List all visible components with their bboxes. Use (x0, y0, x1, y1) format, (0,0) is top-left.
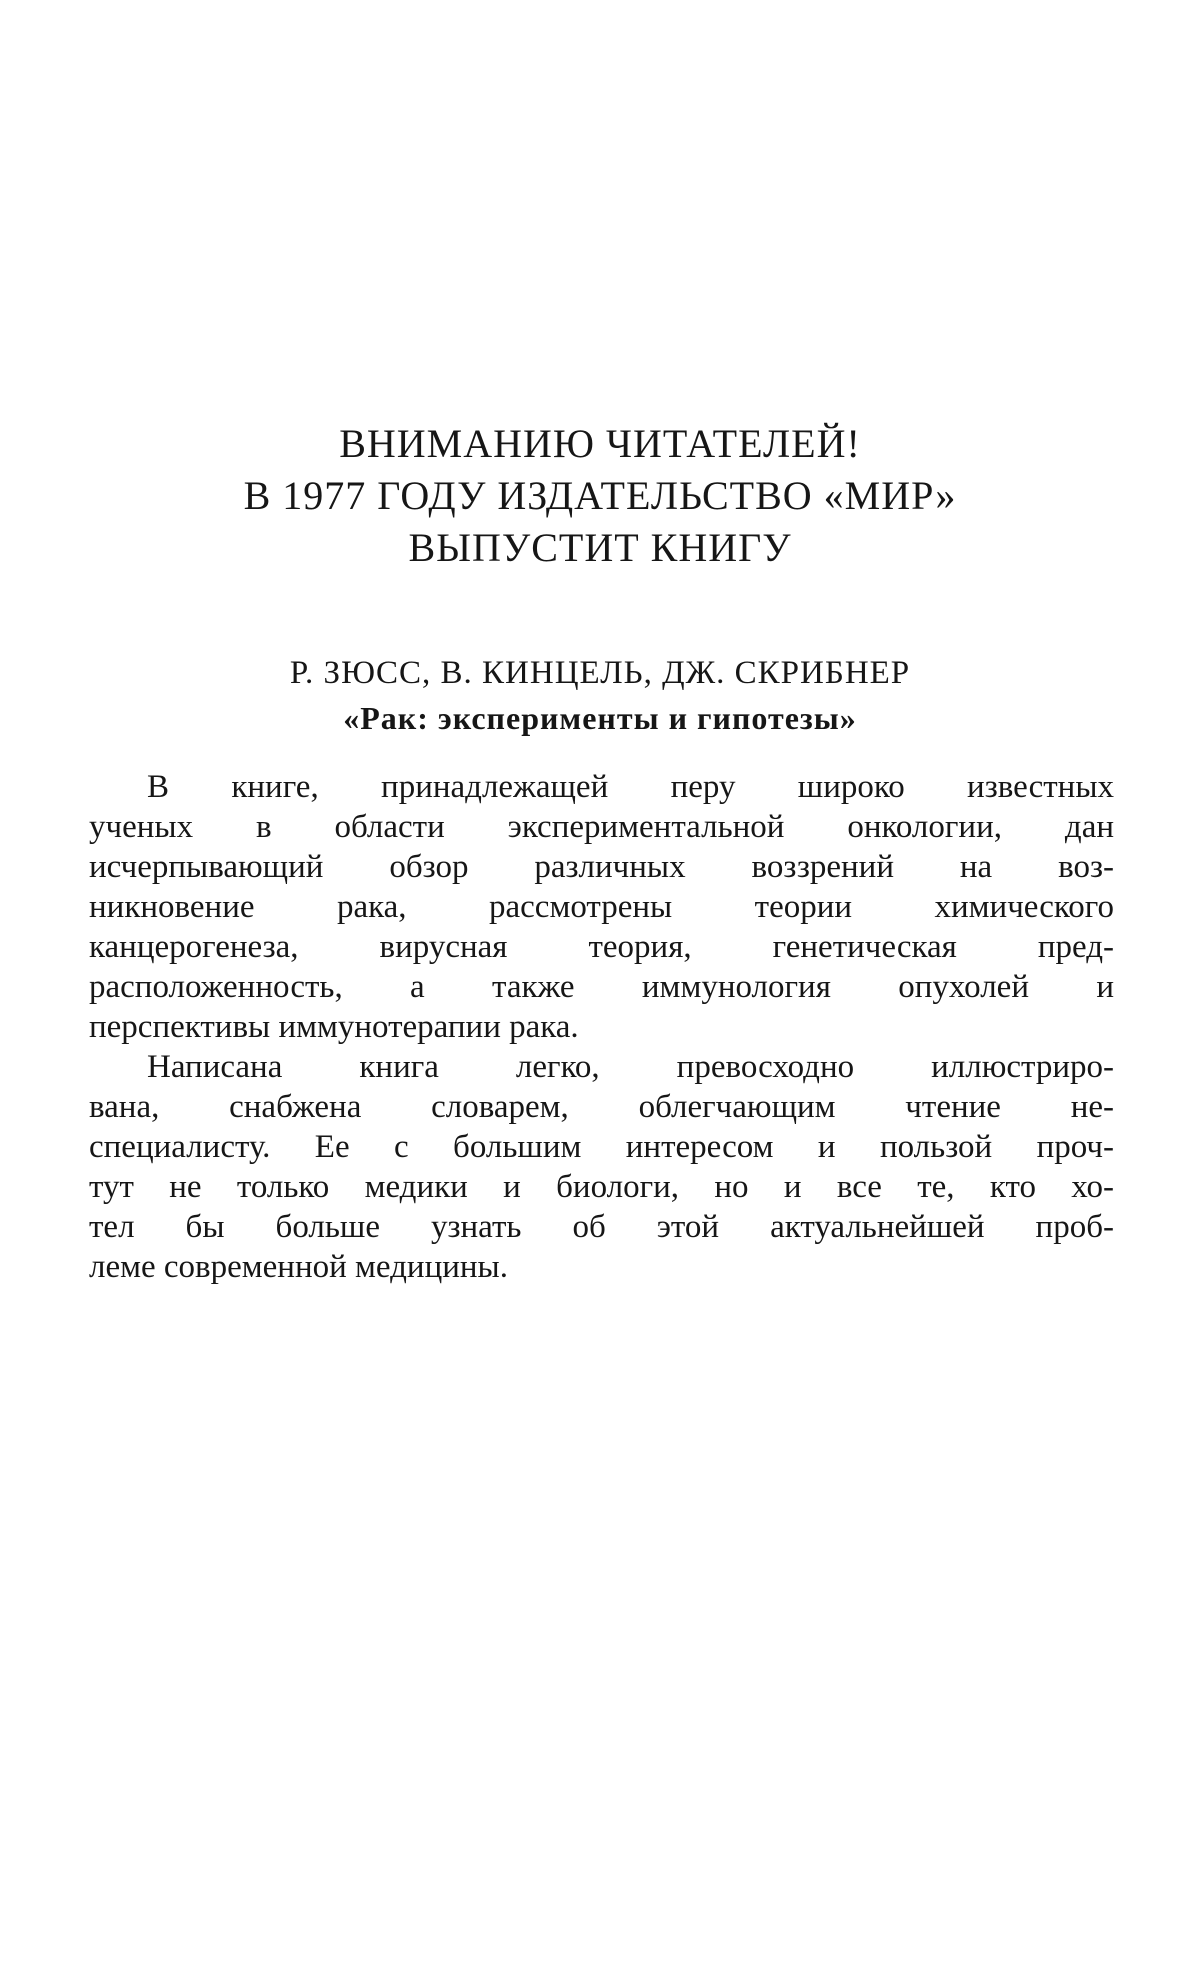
paragraph-1-line: никновение рака, рассмотрены теории химического (89, 889, 1114, 925)
paragraph-2-line: вана, снабжена словарем, облегчающим чтение не- (89, 1089, 1114, 1125)
announcement-heading (0, 418, 1200, 574)
paragraph-1-line: В книге, принадлежащей перу широко известных (147, 769, 1114, 805)
paragraph-1-line: расположенность, а также иммунология опухолей и (89, 969, 1114, 1005)
book-description (89, 767, 1114, 1287)
paragraph-1-line: канцерогенеза, вирусная теория, генетическая пред- (89, 929, 1114, 965)
heading-line: В 1977 ГОДУ ИЗДАТЕЛЬСТВО «МИР» (243, 473, 957, 518)
book-authors: Р. ЗЮСС, В. КИНЦЕЛЬ, ДЖ. СКРИБНЕР (289, 655, 911, 691)
paragraph-2-line: леме современной медицины. (89, 1249, 508, 1285)
paragraph-2-line: тут не только медики и биологи, но и все те, кто хо- (89, 1169, 1114, 1205)
book-title: «Рак: эксперименты и гипотезы» (343, 700, 857, 736)
paragraph-1-line: исчерпывающий обзор различных воззрений на воз- (89, 849, 1114, 885)
paragraph-2-line: Написана книга легко, превосходно иллюстриро- (147, 1049, 1114, 1085)
paragraph-1-line: ученых в области экспериментальной онкологии, дан (89, 809, 1114, 845)
paragraph-1-line: перспективы иммунотерапии рака. (89, 1009, 579, 1045)
heading-line: ВЫПУСТИТ КНИГУ (408, 525, 792, 570)
heading-line: ВНИМАНИЮ ЧИТАТЕЛЕЙ! (339, 421, 861, 466)
paragraph-2-line: тел бы больше узнать об этой актуальнейшей проб- (89, 1209, 1114, 1245)
paragraph-2-line: специалисту. Ее с большим интересом и пользой проч- (89, 1129, 1114, 1165)
